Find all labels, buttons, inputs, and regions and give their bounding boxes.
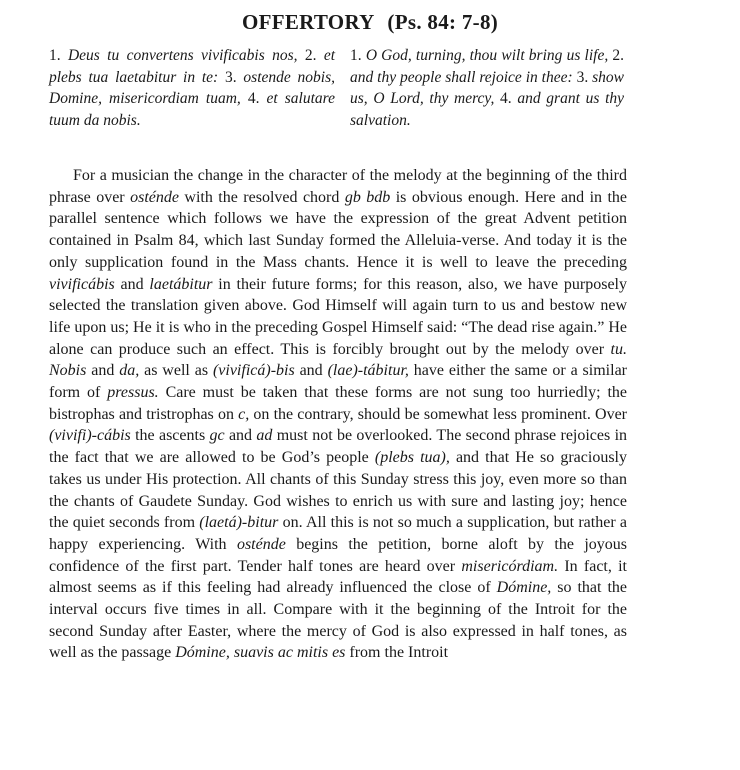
latin-text-column [49, 45, 335, 131]
text-run: and [114, 275, 150, 293]
italic-term: (laetá)-bitur [199, 514, 279, 532]
text-run: so that the interval occurs five times in all. Compare with it the beginning of the Introit for the second Sunday after Easter, where the mercy of God is also expressed in half tones, as well as the passage [49, 579, 628, 662]
text-run: the ascents [130, 427, 210, 445]
text-run: on. All this is not so much a supplication, but rather a happy experiencing. With [49, 514, 627, 553]
verse-number: 1. [350, 47, 366, 64]
latin-verse: Deus tu convertens vivificabis nos, [67, 47, 305, 64]
heading-psalm-reference: (Ps. 84: 7-8) [387, 10, 499, 34]
verse-number: 2. [304, 47, 324, 64]
italic-term: da, [119, 362, 140, 380]
verse-number: 2. [612, 47, 625, 64]
text-run: Care must be taken that these forms are not sung too hurriedly; the bistrophas and tristrophas on [49, 384, 627, 423]
text-run: in their future forms; for this reason, also, we have purposely selected the translation given above. God Himself will again turn to us and bestow new life upon us; He it is who in the preceding Gospel Himself said: “The dead rise again.” He alone can produce such an effect. This is forcibly brought out by the melody over [49, 275, 627, 358]
italic-term: tu. Nobis [49, 340, 627, 380]
commentary-paragraph [49, 165, 627, 664]
text-run: and [294, 362, 328, 380]
verse-number: 4. [500, 90, 518, 108]
latin-verse: et salutare tuum da nobis. [49, 90, 336, 129]
text-run: is obvious enough. Here and in the parallel sentence which follows we have the expression of the great Advent petition contained in Psalm 84, which last Sunday formed the Alleluia-verse. And today it is the only supplication found in the Mass chants. Hence it is well to leave the preceding [49, 188, 628, 271]
english-verse: and thy people shall rejoice in thee: [350, 68, 577, 86]
english-verse: O God, turning, thou wilt bring us life, [365, 47, 613, 64]
verse-number: 1. [49, 47, 68, 64]
verse-number: 3. [224, 68, 244, 86]
italic-term: laetábitur [149, 275, 213, 293]
text-run: on the contrary, should be somewhat less prominent. Over [249, 405, 628, 423]
italic-term: gb bdb [344, 188, 391, 206]
italic-term: (plebs tua), [374, 449, 450, 467]
latin-verse: et plebs tua laetabitur in te: [49, 47, 335, 86]
text-run: and that He so graciously takes us under His protection. All chants of this Sunday stress this joy, even more so than the chants of Gaudete Sunday. God wishes to enrich us with sure and lasting joy; hence the quiet seconds from [49, 449, 628, 532]
italic-term: (vivificá)-bis [212, 362, 295, 380]
section-heading [0, 10, 740, 35]
italic-term: (lae)-tábitur, [327, 362, 409, 380]
italic-term: vivificábis [49, 275, 115, 293]
text-run: from the Introit [345, 644, 449, 662]
italic-term: pressus. [107, 384, 159, 402]
italic-term: c, [238, 405, 250, 423]
heading-title: OFFERTORY [241, 10, 374, 34]
latin-verse: ostende nobis, Domine, misericordiam tuam, [49, 68, 336, 108]
text-run: have either the same or a similar form of [49, 362, 627, 402]
text-run: begins the petition, borne aloft by the joyous confidence of the first part. Tender half tones are heard over [49, 535, 628, 575]
italic-term: osténde [236, 535, 286, 553]
text-run: as well as [139, 362, 213, 380]
italic-term: Dómine, [496, 579, 552, 597]
english-translation-column [350, 45, 624, 131]
english-verse: show us, O Lord, thy mercy, [350, 68, 624, 108]
italic-term: osténde [130, 188, 179, 206]
italic-term: (vivifi)-cábis [49, 427, 131, 445]
italic-term: gc [209, 427, 225, 445]
verse-number: 4. [247, 90, 267, 108]
text-run: and [86, 362, 120, 380]
italic-term: ad [256, 427, 273, 445]
verse-number: 3. [576, 68, 593, 86]
text-run: with the resolved chord [178, 188, 345, 206]
english-verse: and grant us thy salvation. [350, 90, 624, 129]
italic-term: Dómine, suavis ac mitis es [175, 644, 346, 662]
commentary-body [49, 165, 627, 664]
text-run: In fact, it almost seems as if this feeling had already influenced the close of [49, 557, 627, 597]
text-run: For a musician the change in the character of the melody at the beginning of the third phrase over [49, 167, 627, 206]
text-run: and [224, 427, 257, 445]
italic-term: misericórdiam. [461, 557, 559, 575]
text-run: must not be overlooked. The second phrase rejoices in the fact that we are allowed to be God’s people [49, 427, 628, 467]
